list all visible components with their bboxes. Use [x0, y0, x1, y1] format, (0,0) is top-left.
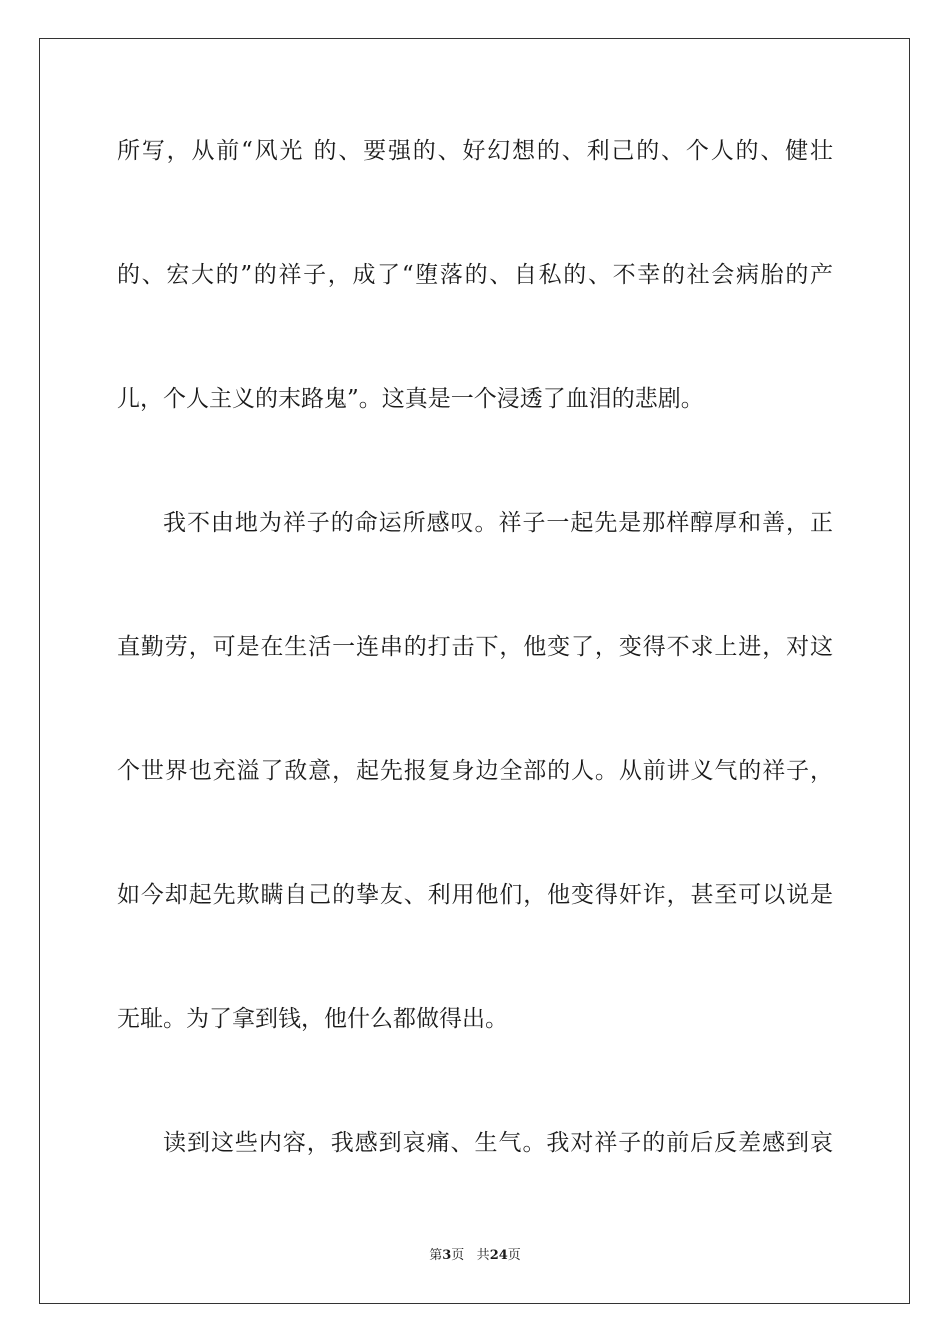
text-line-6: 个世界也充溢了敌意，起先报复身边全部的人。从前讲义气的祥子，: [117, 758, 833, 784]
total-pages: 24: [489, 1248, 508, 1263]
text-line-3: 儿，个人主义的末路鬼”。这真是一个浸透了血泪的悲剧。: [117, 386, 704, 412]
page-number: 3: [442, 1248, 452, 1263]
text-line-5: 直勤劳，可是在生活一连串的打击下，他变了，变得不求上进，对这: [117, 634, 833, 660]
text-line-2: 的、宏大的”的祥子，成了“堕落的、自私的、不幸的社会病胎的产: [117, 262, 833, 288]
page-prefix: 第: [429, 1248, 443, 1263]
page-footer: [0, 1247, 950, 1265]
text-line-8: 无耻。为了拿到钱，他什么都做得出。: [117, 1006, 508, 1032]
total-prefix: 共: [476, 1248, 490, 1263]
text-line-7: 如今却起先欺瞒自己的挚友、利用他们，他变得奸诈，甚至可以说是: [117, 882, 833, 908]
page-suffix: 页: [451, 1248, 465, 1263]
page-border: [39, 38, 910, 1304]
total-suffix: 页: [507, 1248, 521, 1263]
text-line-9: 读到这些内容，我感到哀痛、生气。我对祥子的前后反差感到哀: [163, 1130, 833, 1156]
text-line-4: 我不由地为祥子的命运所感叹。祥子一起先是那样醇厚和善，正: [163, 510, 833, 536]
text-line-1: 所写，从前“风光 的、要强的、好幻想的、利己的、个人的、健壮: [117, 138, 833, 164]
